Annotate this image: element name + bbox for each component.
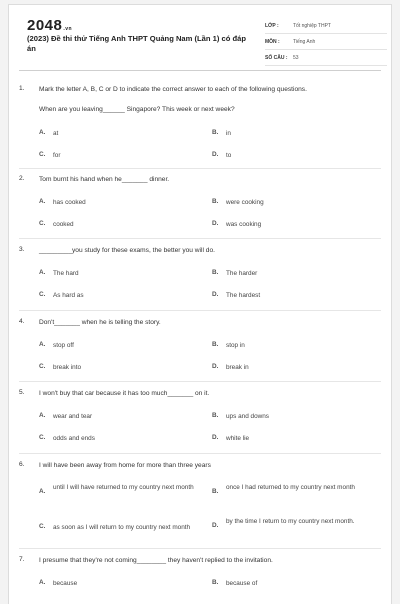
option-letter: D. [212,522,219,529]
option-letter: D. [212,151,219,158]
divider [19,310,381,311]
option-letter: B. [212,269,219,276]
question-number: 4. [19,318,25,325]
option-text: stop in [226,342,245,349]
option-text: white lie [226,435,250,442]
meta-row-count [265,50,387,66]
option-text: once I had returned to my country next month [226,484,355,491]
option-text: As hard as [53,292,84,299]
option-text: until I will have returned to my country next month [53,484,194,491]
question-text: I presume that they're not coming________ they haven't replied to the invitation. [39,557,273,564]
option-text: break into [53,364,82,371]
option-letter: C. [39,523,46,530]
option-text: wear and tear [53,413,93,420]
option-text: in [226,130,231,137]
option-text: The hardest [226,292,261,299]
meta-value: 53 [293,54,299,61]
option-letter: D. [212,434,219,441]
divider [19,453,381,454]
option-text: cooked [53,221,74,228]
option-letter: C. [39,434,46,441]
option-text: has cooked [53,199,86,206]
question-number: 7. [19,556,25,563]
option-text: ups and downs [226,413,269,420]
option-letter: B. [212,488,219,495]
question-number: 2. [19,175,25,182]
question-subtext: When are you leaving______ Singapore? This week or next week? [39,106,235,113]
option-text: The hard [53,270,79,277]
option-letter: B. [212,341,219,348]
question-number: 1. [19,85,25,92]
question-text: I won't buy that car because it has too much_______ on it. [39,390,210,397]
question-text: I will have been away from home for more than three years [39,462,211,469]
meta-label: LỚP : [265,22,279,29]
option-letter: D. [212,220,219,227]
option-letter: C. [39,151,46,158]
question-number: 3. [19,246,25,253]
question-number: 6. [19,461,25,468]
divider [19,381,381,382]
option-letter: A. [39,198,46,205]
site-logo[interactable] [27,17,72,34]
option-text: for [53,152,61,159]
option-letter: D. [212,363,219,370]
logo-text: 2048 [27,17,63,34]
meta-label: MÔN : [265,38,280,45]
question-text: Mark the letter A, B, C or D to indicate the correct answer to each of the following questions. [39,86,307,93]
meta-row-subject [265,34,387,50]
question-text: Don't_______ when he is telling the story. [39,319,161,326]
option-letter: A. [39,129,46,136]
meta-row-class [265,18,387,34]
option-text: because [53,580,78,587]
question-number: 5. [19,389,25,396]
exam-header [19,5,381,71]
meta-label: SỐ CÂU : [265,54,288,61]
option-letter: A. [39,412,46,419]
question-text: _________you study for these exams, the better you will do. [39,247,215,254]
option-letter: A. [39,269,46,276]
option-text: odds and ends [53,435,95,442]
option-text: stop off [53,342,74,349]
divider [19,238,381,239]
option-text: The harder [226,270,258,277]
option-letter: B. [212,579,219,586]
page-title: (2023) Đề thi thử Tiếng Anh THPT Quảng Nam (Lần 1) có đáp án [27,34,246,53]
option-letter: A. [39,579,46,586]
option-text: was cooking [226,221,262,228]
option-letter: D. [212,291,219,298]
option-letter: B. [212,412,219,419]
option-letter: A. [39,341,46,348]
option-text: break in [226,364,249,371]
option-text: because of [226,580,258,587]
logo-suffix: .vn [63,26,73,32]
divider [19,548,381,549]
option-text: at [53,130,59,137]
exam-page [8,4,392,604]
option-text: as soon as I will return to my country next month [53,524,191,531]
option-text: by the time I return to my country next month. [226,518,355,525]
option-letter: C. [39,220,46,227]
meta-value: Tiếng Anh [293,38,316,45]
option-letter: B. [212,129,219,136]
option-text: were cooking [226,199,264,206]
question-text: Tom burnt his hand when he_______ dinner. [39,176,170,183]
option-letter: B. [212,198,219,205]
meta-value: Tốt nghiệp THPT [293,22,331,29]
exam-meta [265,18,387,66]
divider [19,168,381,169]
option-letter: C. [39,291,46,298]
option-letter: A. [39,488,46,495]
option-letter: C. [39,363,46,370]
option-text: to [226,152,232,159]
